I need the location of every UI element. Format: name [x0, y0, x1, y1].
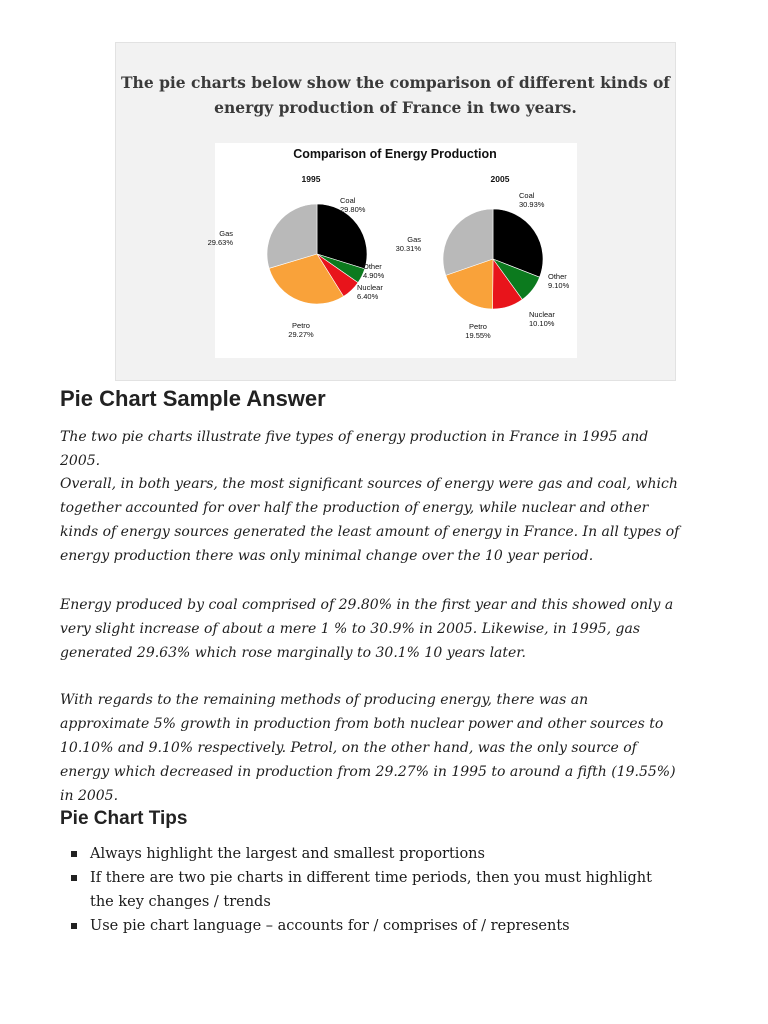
- answer-paragraph-overview: Overall, in both years, the most significant sources of energy were gas and coal, which together accounted for over half the production of energy, while nuclear and other kinds of energy sources generated the least amount of energy in France. In all types of energy production there was only minimal change over the 10 year period.: [60, 476, 680, 564]
- slice-label-nuclear-1995: Nuclear 6.40%: [357, 283, 383, 301]
- chart-subtitle-1995: 1995: [301, 174, 321, 184]
- slice-label-petro-2005: Petro 19.55%: [465, 322, 491, 340]
- list-item: Use pie chart language – accounts for / comprises of / represents: [68, 914, 678, 938]
- figure-caption: The pie charts below show the comparison of different kinds of energy production of France in two years.: [121, 73, 670, 117]
- slice-label-coal-1995: Coal 29.80%: [340, 196, 366, 214]
- slice-label-other-1995: Other 4.90%: [363, 262, 385, 280]
- pie-charts-svg: [207, 143, 577, 358]
- slice-label-gas-1995: Gas 29.63%: [207, 229, 233, 247]
- list-item: If there are two pie charts in different time periods, then you must highlight the key changes / trends: [68, 866, 678, 914]
- slice-label-nuclear-2005: Nuclear 10.10%: [529, 310, 555, 328]
- tips-list: [68, 842, 678, 938]
- slice-label-coal-2005: Coal 30.93%: [519, 191, 545, 209]
- slice-label-petro-1995: Petro 29.27%: [288, 321, 314, 339]
- answer-paragraph-intro: The two pie charts illustrate five types of energy production in France in 1995 and 2005.: [60, 429, 649, 469]
- answer-paragraph-coal-gas: Energy produced by coal comprised of 29.80% in the first year and this showed only a very slight increase of about a mere 1 % to 30.9% in 2005. Likewise, in 1995, gas generated 29.63% which rose marginally to 30.1% 10 years later.: [60, 597, 674, 661]
- list-item: Always highlight the largest and smallest proportions: [68, 842, 678, 866]
- pie-2005: [396, 191, 570, 340]
- chart-title: Comparison of Energy Production: [293, 147, 497, 161]
- figure-panel: [115, 42, 676, 381]
- sample-answer-heading: Pie Chart Sample Answer: [60, 386, 326, 411]
- pie-chart-figure: [207, 143, 577, 358]
- slice-label-other-2005: Other 9.10%: [548, 272, 570, 290]
- chart-subtitle-2005: 2005: [490, 174, 510, 184]
- slice-label-gas-2005: Gas 30.31%: [395, 235, 421, 253]
- answer-paragraph-remaining: With regards to the remaining methods of producing energy, there was an approximate 5% growth in production from both nuclear power and other sources to 10.10% and 9.10% respectively. Petrol, on the other hand, was the only source of energy which decreased in production from 29.27% in 1995 to around a fifth (19.55%) in 2005.: [60, 692, 676, 804]
- pie-1995: [208, 196, 385, 339]
- tips-heading: Pie Chart Tips: [60, 808, 188, 829]
